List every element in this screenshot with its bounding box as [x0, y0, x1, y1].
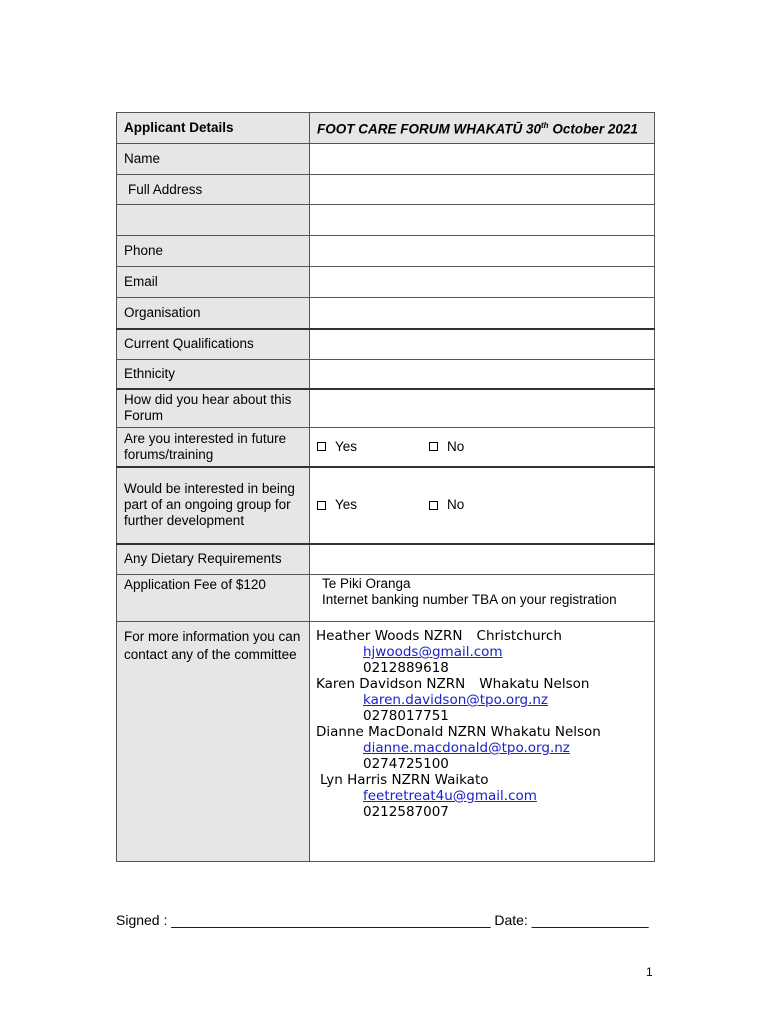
event-title-date: October 2021 [548, 121, 638, 137]
current-qualifications-field[interactable] [310, 329, 655, 360]
dietary-label: Any Dietary Requirements [117, 544, 310, 575]
email-field[interactable] [310, 267, 655, 298]
page-number: 1 [646, 965, 653, 979]
fee-payee: Te Piki Oranga [322, 576, 411, 591]
contact-phone: 0274725100 [363, 756, 449, 772]
future-forums-label: Are you interested in future forums/training [117, 428, 310, 467]
phone-field[interactable] [310, 236, 655, 267]
contact-email-link[interactable]: karen.davidson@tpo.org.nz [363, 692, 549, 708]
contact-name: Heather Woods NZRN [316, 628, 463, 644]
applicant-form-table [116, 112, 655, 862]
contact-email-link[interactable]: feetretreat4u@gmail.com [363, 788, 537, 804]
fee-banking-note: Internet banking number TBA on your registration [322, 592, 617, 607]
application-fee-label: Application Fee of $120 [117, 575, 310, 622]
full-address-field[interactable] [310, 175, 655, 205]
future-forums-choice [310, 428, 655, 467]
ethnicity-label: Ethnicity [117, 360, 310, 389]
contact-email-link[interactable]: hjwoods@gmail.com [363, 644, 503, 660]
contact-location: Christchurch [476, 628, 562, 644]
no-label: No [447, 497, 465, 512]
contact-email-link[interactable]: dianne.macdonald@tpo.org.nz [363, 740, 570, 756]
checkbox-icon[interactable] [429, 442, 438, 451]
dietary-field[interactable] [310, 544, 655, 575]
ongoing-group-yes-option[interactable] [317, 497, 357, 513]
contact-name-line [316, 676, 648, 692]
signature-date-line[interactable]: Signed : _________________________________________ Date: _______________ [116, 912, 649, 928]
checkbox-icon[interactable] [317, 501, 326, 510]
contact-name-line [316, 772, 648, 788]
application-fee-details [310, 575, 655, 622]
contact-name-line [316, 724, 648, 740]
contact-name-line [316, 628, 648, 644]
checkbox-icon[interactable] [317, 442, 326, 451]
contact-phone: 0278017751 [363, 708, 449, 724]
address-continued-label [117, 205, 310, 236]
yes-label: Yes [335, 438, 358, 454]
organisation-label: Organisation [117, 298, 310, 329]
how-did-you-hear-field[interactable] [310, 389, 655, 428]
ethnicity-field[interactable] [310, 360, 655, 389]
contact-phone: 0212889618 [363, 660, 449, 676]
event-title-ordinal: th [541, 121, 549, 131]
name-label: Name [117, 144, 310, 175]
committee-contacts [310, 622, 655, 862]
contact-info-label: For more information you can contact any of the committee [117, 622, 310, 862]
address-continued-field[interactable] [310, 205, 655, 236]
future-forums-no-option[interactable] [429, 439, 464, 455]
yes-label: Yes [335, 497, 358, 512]
name-field[interactable] [310, 144, 655, 175]
contact-name: Dianne MacDonald NZRN Whakatu Nelson [316, 724, 601, 740]
contact-name: Lyn Harris NZRN Waikato [320, 772, 489, 788]
applicant-details-heading: Applicant Details [117, 113, 310, 144]
how-did-you-hear-label: How did you hear about this Forum [117, 389, 310, 428]
ongoing-group-choice [310, 467, 655, 544]
checkbox-icon[interactable] [429, 501, 438, 510]
contact-phone: 0212587007 [363, 804, 449, 820]
ongoing-group-label: Would be interested in being part of an ongoing group for further development [117, 467, 310, 544]
contact-location: Whakatu Nelson [479, 676, 590, 692]
organisation-field[interactable] [310, 298, 655, 329]
phone-label: Phone [117, 236, 310, 267]
current-qualifications-label: Current Qualifications [117, 329, 310, 360]
ongoing-group-no-option[interactable] [429, 497, 464, 513]
full-address-label: Full Address [117, 175, 310, 205]
contact-name: Karen Davidson NZRN [316, 676, 466, 692]
header-row [117, 113, 655, 144]
no-label: No [447, 438, 465, 454]
future-forums-yes-option[interactable] [317, 439, 357, 455]
event-title-main: FOOT CARE FORUM WHAKATŪ 30 [317, 121, 541, 137]
email-label: Email [117, 267, 310, 298]
event-title [310, 113, 655, 144]
